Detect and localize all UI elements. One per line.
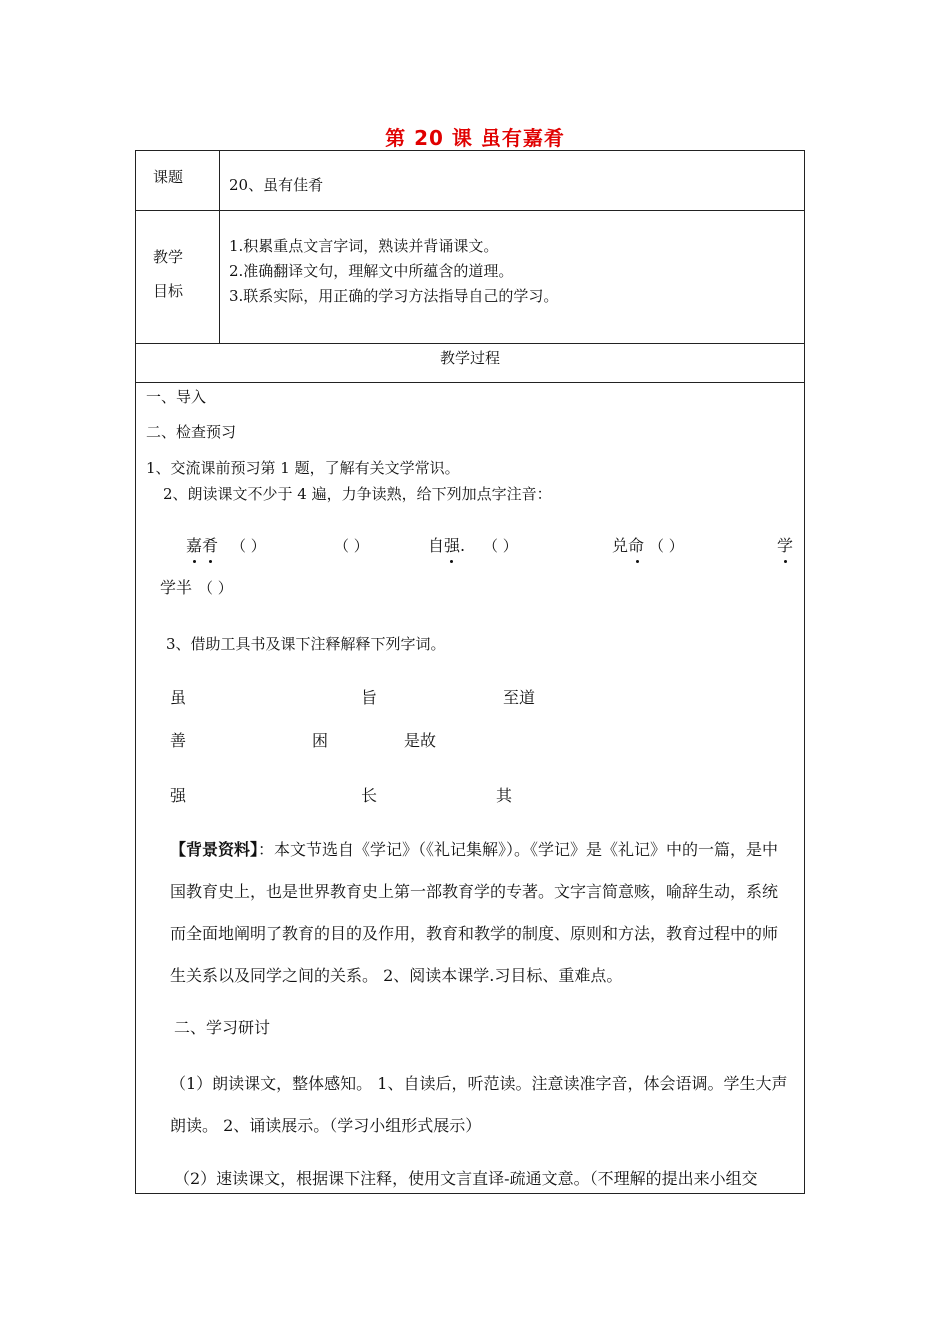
background-text: ：本文节选自《学记》（《礼记集解》）。《学记》是《礼记》中的一篇，是中国教育史上，也是世界教育史上第一部教育学的专著。文字言简意赅，喻辞生动，系统而全面地阐明了教育的目的及作用，教育和教学的制度、原则和方法，教育过程中的师生关系以及同学之间的关系。 2、阅读本课学.习目标、重难点。 xyxy=(170,840,779,985)
pinyin-word: 学 xyxy=(777,536,794,555)
emphasis-dot xyxy=(636,560,639,563)
pinyin-word: 自强. xyxy=(428,536,466,555)
preview-item-2: 2、朗读课文不少于 4 遍，力争读熟，给下列加点字注音： xyxy=(163,485,552,503)
pinyin-word: 嘉肴 xyxy=(186,536,219,555)
pinyin-word: 兑命 xyxy=(612,536,645,555)
page-title: 第 20 课 虽有嘉肴 xyxy=(385,126,565,150)
topic-value: 20、虽有佳肴 xyxy=(229,176,324,194)
vocab-word: 困 xyxy=(312,731,329,750)
vocab-word: 至道 xyxy=(503,688,536,707)
vocab-word: 善 xyxy=(170,731,187,750)
background-paragraph xyxy=(170,829,792,997)
vocab-word: 虽 xyxy=(170,688,187,707)
study-step-1: （1）朗读课文，整体感知。 1、自读后，听范读。注意读准字音，体会语调。学生大声朗读。 2、诵读展示。（学习小组形式展示） xyxy=(170,1074,788,1135)
lesson-table xyxy=(135,150,805,1194)
emphasis-dot xyxy=(450,560,453,563)
section-study: 二、学习研讨 xyxy=(174,1018,271,1037)
row-divider xyxy=(136,210,804,211)
goal-item: 3.联系实际，用正确的学习方法指导自己的学习。 xyxy=(229,287,559,305)
emphasis-dot xyxy=(193,560,196,563)
pinyin-blank: （ ） xyxy=(483,537,518,555)
pinyin-blank: （ ） xyxy=(334,537,369,555)
emphasis-dot xyxy=(209,560,212,563)
topic-label: 课题 xyxy=(153,168,184,186)
vocab-word: 长 xyxy=(361,786,378,805)
pinyin-blank: （ ） xyxy=(231,537,266,555)
pinyin-blank: （ ） xyxy=(649,537,684,555)
vocab-word: 旨 xyxy=(361,688,378,707)
goal-item: 2.准确翻译文句，理解文中所蕴含的道理。 xyxy=(229,262,514,280)
emphasis-dot xyxy=(784,560,787,563)
goal-item: 1.积累重点文言字词，熟读并背诵课文。 xyxy=(229,237,499,255)
vocab-word: 是故 xyxy=(404,731,437,750)
goal-label-line1: 教学 xyxy=(153,248,184,266)
column-divider xyxy=(219,151,220,343)
study-step-2: （2）速读课文，根据课下注释，使用文言直译-疏通文意。（不理解的提出来小组交 xyxy=(174,1169,758,1188)
background-label: 【背景资料】 xyxy=(170,840,259,859)
pinyin-blank: （ ） xyxy=(198,579,233,597)
vocab-word: 其 xyxy=(496,786,513,805)
pinyin-word: 学半 xyxy=(160,578,193,597)
vocab-word: 强 xyxy=(170,786,187,805)
preview-item-1: 1、交流课前预习第 1 题，了解有关文学常识。 xyxy=(146,459,460,477)
row-divider xyxy=(136,382,804,383)
row-divider xyxy=(136,343,804,344)
section-preview: 二、检查预习 xyxy=(146,423,237,441)
process-header: 教学过程 xyxy=(439,349,500,367)
goal-label-line2: 目标 xyxy=(153,282,184,300)
section-intro: 一、导入 xyxy=(146,388,207,406)
preview-item-3: 3、借助工具书及课下注释解释下列字词。 xyxy=(166,635,446,653)
